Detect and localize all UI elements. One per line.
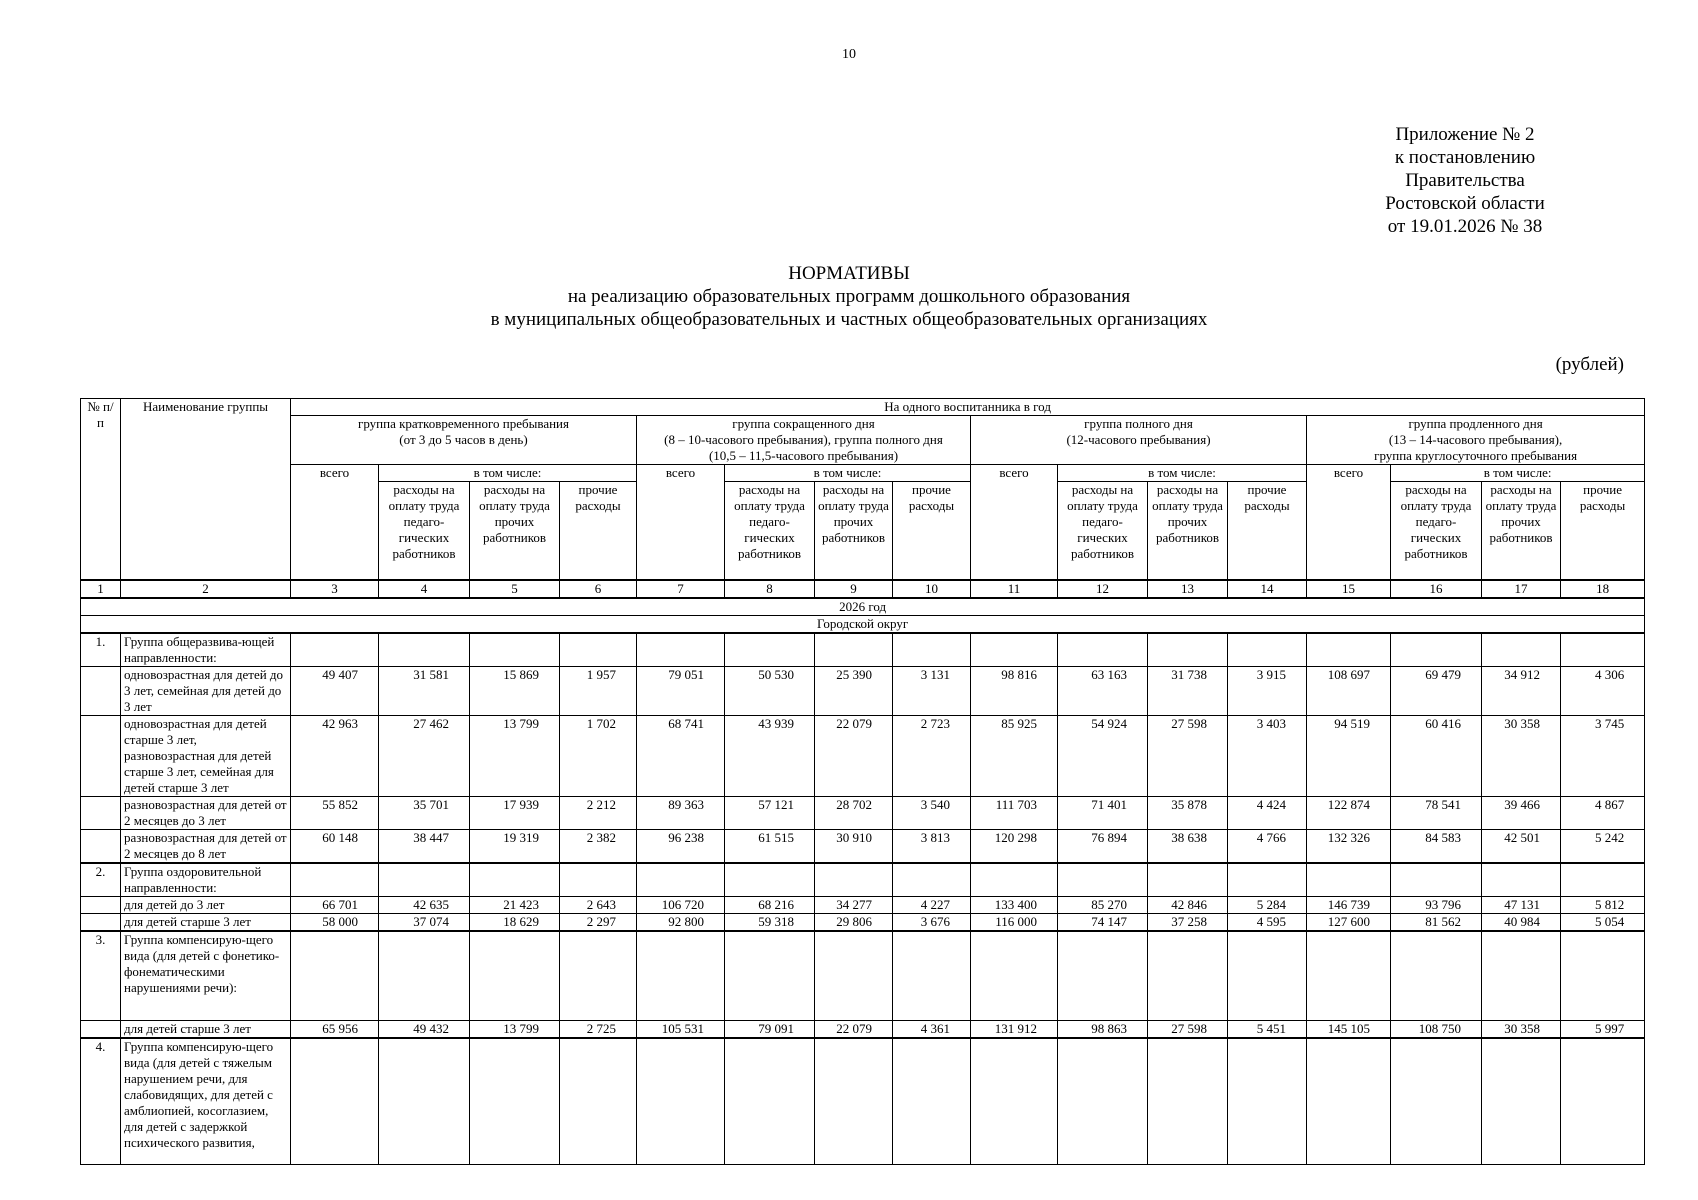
- page-number: 10: [842, 47, 856, 62]
- norms-table: [80, 398, 1645, 1165]
- column-number: 10: [893, 580, 971, 598]
- column-number: 12: [1058, 580, 1148, 598]
- value-cell: [1391, 633, 1482, 667]
- value-cell: [725, 931, 815, 1021]
- value-cell: 37 258: [1148, 913, 1228, 931]
- title-line-1: на реализацию образовательных программ дошкольного образования: [567, 286, 1131, 307]
- header-total: всего: [971, 465, 1058, 580]
- value-cell: 49 432: [379, 1021, 470, 1039]
- group-name: разновозрастная для детей от 2 месяцев до 8 лет: [121, 829, 291, 863]
- value-cell: 66 701: [291, 896, 379, 913]
- value-cell: [1307, 633, 1391, 667]
- value-cell: 85 270: [1058, 896, 1148, 913]
- value-cell: 55 852: [291, 796, 379, 829]
- value-cell: [1391, 863, 1482, 897]
- table-row: [81, 863, 1645, 897]
- column-number: 18: [1561, 580, 1645, 598]
- row-number: [81, 913, 121, 931]
- value-cell: 2 643: [560, 896, 637, 913]
- value-cell: 40 984: [1482, 913, 1561, 931]
- value-cell: 69 479: [1391, 666, 1482, 715]
- value-cell: [1148, 1038, 1228, 1164]
- value-cell: 5 812: [1561, 896, 1645, 913]
- value-cell: 98 863: [1058, 1021, 1148, 1039]
- row-number: [81, 829, 121, 863]
- value-cell: 4 227: [893, 896, 971, 913]
- column-number: 7: [637, 580, 725, 598]
- value-cell: 2 297: [560, 913, 637, 931]
- value-cell: [379, 633, 470, 667]
- value-cell: 65 956: [291, 1021, 379, 1039]
- value-cell: 108 750: [1391, 1021, 1482, 1039]
- value-cell: 31 738: [1148, 666, 1228, 715]
- group-name: для детей старше 3 лет: [121, 1021, 291, 1039]
- row-number: [81, 896, 121, 913]
- group-name: Группа компенсирую-щего вида (для детей с тяжелым нарушением речи, для слабовидящих, для детей с амблиопией, косоглазием, для детей с задержкой психического развития,: [121, 1038, 291, 1164]
- value-cell: 84 583: [1391, 829, 1482, 863]
- column-number: 14: [1228, 580, 1307, 598]
- value-cell: 18 629: [470, 913, 560, 931]
- value-cell: 4 867: [1561, 796, 1645, 829]
- value-cell: 31 581: [379, 666, 470, 715]
- value-cell: 13 799: [470, 715, 560, 796]
- value-cell: [1148, 633, 1228, 667]
- value-cell: 133 400: [971, 896, 1058, 913]
- table-row: [81, 829, 1645, 863]
- value-cell: 15 869: [470, 666, 560, 715]
- value-cell: 60 416: [1391, 715, 1482, 796]
- value-cell: [1307, 863, 1391, 897]
- value-cell: 25 390: [815, 666, 893, 715]
- value-cell: [1391, 1038, 1482, 1164]
- header-total: всего: [637, 465, 725, 580]
- value-cell: [1482, 863, 1561, 897]
- appendix-block: [1360, 123, 1570, 238]
- value-cell: 21 423: [470, 896, 560, 913]
- value-cell: [1228, 1038, 1307, 1164]
- value-cell: [291, 1038, 379, 1164]
- value-cell: 5 451: [1228, 1021, 1307, 1039]
- value-cell: 42 635: [379, 896, 470, 913]
- value-cell: 42 963: [291, 715, 379, 796]
- header-group-shortened-day: группа сокращенного дня (8 – 10-часового пребывания), группа полного дня (10,5 – 11,5-часового пребывания): [637, 416, 971, 465]
- value-cell: 59 318: [725, 913, 815, 931]
- row-number: [81, 666, 121, 715]
- column-number: 9: [815, 580, 893, 598]
- value-cell: [1561, 1038, 1645, 1164]
- group-name: разновозрастная для детей от 2 месяцев до 3 лет: [121, 796, 291, 829]
- column-number: 6: [560, 580, 637, 598]
- value-cell: 81 562: [1391, 913, 1482, 931]
- header-including: в том числе:: [725, 465, 971, 482]
- value-cell: [815, 931, 893, 1021]
- title-main: НОРМАТИВЫ: [788, 263, 910, 284]
- header-num: № п/п: [81, 399, 121, 580]
- header-other-costs: прочие расходы: [1228, 482, 1307, 580]
- value-cell: 5 284: [1228, 896, 1307, 913]
- row-number: 2.: [81, 863, 121, 897]
- table-row: [81, 796, 1645, 829]
- header-ped-costs: расходы на оплату труда педаго-гических работников: [725, 482, 815, 580]
- value-cell: 68 216: [725, 896, 815, 913]
- value-cell: 3 915: [1228, 666, 1307, 715]
- value-cell: [815, 863, 893, 897]
- value-cell: [560, 1038, 637, 1164]
- value-cell: 111 703: [971, 796, 1058, 829]
- value-cell: 30 358: [1482, 715, 1561, 796]
- row-number: 1.: [81, 633, 121, 667]
- value-cell: [560, 931, 637, 1021]
- value-cell: [893, 633, 971, 667]
- table-row: [81, 666, 1645, 715]
- header-name: Наименование группы: [121, 399, 291, 580]
- header-other-staff-costs: расходы на оплату труда прочих работников: [815, 482, 893, 580]
- appendix-line: Приложение № 2: [1395, 124, 1535, 145]
- value-cell: 3 403: [1228, 715, 1307, 796]
- value-cell: [291, 633, 379, 667]
- value-cell: [291, 863, 379, 897]
- value-cell: 27 462: [379, 715, 470, 796]
- value-cell: [470, 863, 560, 897]
- value-cell: 38 447: [379, 829, 470, 863]
- value-cell: 30 910: [815, 829, 893, 863]
- value-cell: 85 925: [971, 715, 1058, 796]
- value-cell: [725, 863, 815, 897]
- row-number: [81, 1021, 121, 1039]
- column-numbers-row: [81, 580, 1645, 598]
- value-cell: 1 957: [560, 666, 637, 715]
- group-name: одновозрастная для детей до 3 лет, семейная для детей до 3 лет: [121, 666, 291, 715]
- value-cell: [725, 1038, 815, 1164]
- value-cell: [379, 931, 470, 1021]
- value-cell: [1148, 931, 1228, 1021]
- group-name: Группа общеразвива-ющей направленности:: [121, 633, 291, 667]
- header-other-staff-costs: расходы на оплату труда прочих работников: [1482, 482, 1561, 580]
- column-number: 8: [725, 580, 815, 598]
- value-cell: [637, 863, 725, 897]
- value-cell: 58 000: [291, 913, 379, 931]
- header-per-child: На одного воспитанника в год: [291, 399, 1645, 416]
- value-cell: 89 363: [637, 796, 725, 829]
- appendix-line: Ростовской области: [1385, 193, 1545, 214]
- value-cell: 93 796: [1391, 896, 1482, 913]
- value-cell: 43 939: [725, 715, 815, 796]
- value-cell: [1228, 931, 1307, 1021]
- appendix-line: к постановлению: [1394, 147, 1536, 168]
- group-name: для детей старше 3 лет: [121, 913, 291, 931]
- value-cell: 54 924: [1058, 715, 1148, 796]
- value-cell: 57 121: [725, 796, 815, 829]
- value-cell: 5 054: [1561, 913, 1645, 931]
- table-row: [81, 931, 1645, 1021]
- value-cell: 1 702: [560, 715, 637, 796]
- group-name: Группа компенсирую-щего вида (для детей с фонетико-фонематическими нарушениями речи):: [121, 931, 291, 1021]
- value-cell: [1561, 931, 1645, 1021]
- value-cell: [1058, 633, 1148, 667]
- value-cell: 132 326: [1307, 829, 1391, 863]
- column-number: 15: [1307, 580, 1391, 598]
- value-cell: 131 912: [971, 1021, 1058, 1039]
- value-cell: [470, 633, 560, 667]
- value-cell: 79 051: [637, 666, 725, 715]
- table-row: [81, 715, 1645, 796]
- table-row: [81, 1021, 1645, 1039]
- value-cell: 17 939: [470, 796, 560, 829]
- value-cell: [637, 1038, 725, 1164]
- value-cell: [560, 863, 637, 897]
- value-cell: [1561, 633, 1645, 667]
- value-cell: 68 741: [637, 715, 725, 796]
- header-other-costs: прочие расходы: [560, 482, 637, 580]
- value-cell: [560, 633, 637, 667]
- value-cell: [893, 931, 971, 1021]
- value-cell: [1482, 633, 1561, 667]
- value-cell: [1391, 931, 1482, 1021]
- value-cell: [379, 863, 470, 897]
- value-cell: 5 242: [1561, 829, 1645, 863]
- value-cell: 3 540: [893, 796, 971, 829]
- value-cell: 78 541: [1391, 796, 1482, 829]
- value-cell: 29 806: [815, 913, 893, 931]
- value-cell: [725, 633, 815, 667]
- value-cell: 108 697: [1307, 666, 1391, 715]
- value-cell: 47 131: [1482, 896, 1561, 913]
- value-cell: 22 079: [815, 715, 893, 796]
- value-cell: 116 000: [971, 913, 1058, 931]
- value-cell: [470, 931, 560, 1021]
- value-cell: 49 407: [291, 666, 379, 715]
- value-cell: 13 799: [470, 1021, 560, 1039]
- group-name: одновозрастная для детей старше 3 лет, разновозрастная для детей старше 3 лет, семейная для детей старше 3 лет: [121, 715, 291, 796]
- value-cell: 4 361: [893, 1021, 971, 1039]
- value-cell: 127 600: [1307, 913, 1391, 931]
- value-cell: 35 701: [379, 796, 470, 829]
- value-cell: [971, 863, 1058, 897]
- value-cell: 39 466: [1482, 796, 1561, 829]
- value-cell: 19 319: [470, 829, 560, 863]
- value-cell: 22 079: [815, 1021, 893, 1039]
- value-cell: 2 382: [560, 829, 637, 863]
- value-cell: 34 277: [815, 896, 893, 913]
- value-cell: 71 401: [1058, 796, 1148, 829]
- value-cell: [971, 1038, 1058, 1164]
- value-cell: 63 163: [1058, 666, 1148, 715]
- value-cell: [815, 633, 893, 667]
- value-cell: 96 238: [637, 829, 725, 863]
- value-cell: 98 816: [971, 666, 1058, 715]
- value-cell: [1482, 1038, 1561, 1164]
- value-cell: 4 766: [1228, 829, 1307, 863]
- row-number: [81, 715, 121, 796]
- appendix-line: Правительства: [1405, 170, 1525, 191]
- header-including: в том числе:: [1058, 465, 1307, 482]
- value-cell: 37 074: [379, 913, 470, 931]
- table-row: [81, 633, 1645, 667]
- value-cell: 145 105: [1307, 1021, 1391, 1039]
- header-ped-costs: расходы на оплату труда педаго-гических работников: [1391, 482, 1482, 580]
- value-cell: 42 501: [1482, 829, 1561, 863]
- group-name: Группа оздоровительной направленности:: [121, 863, 291, 897]
- value-cell: 4 595: [1228, 913, 1307, 931]
- column-number: 17: [1482, 580, 1561, 598]
- value-cell: 60 148: [291, 829, 379, 863]
- value-cell: 2 723: [893, 715, 971, 796]
- header-total: всего: [1307, 465, 1391, 580]
- value-cell: [1228, 863, 1307, 897]
- units-label: (рублей): [1555, 354, 1624, 375]
- column-number: 16: [1391, 580, 1482, 598]
- row-number: 3.: [81, 931, 121, 1021]
- document-title: [0, 262, 1698, 331]
- value-cell: 38 638: [1148, 829, 1228, 863]
- value-cell: [1058, 1038, 1148, 1164]
- header-group-short-stay: группа кратковременного пребывания (от 3 до 5 часов в день): [291, 416, 637, 465]
- value-cell: 27 598: [1148, 1021, 1228, 1039]
- value-cell: 3 813: [893, 829, 971, 863]
- value-cell: 5 997: [1561, 1021, 1645, 1039]
- value-cell: 3 131: [893, 666, 971, 715]
- header-group-extended-day: группа продленного дня (13 – 14-часового пребывания), группа круглосуточного пребывания: [1307, 416, 1645, 465]
- column-number: 3: [291, 580, 379, 598]
- value-cell: [379, 1038, 470, 1164]
- value-cell: [1228, 633, 1307, 667]
- column-number: 5: [470, 580, 560, 598]
- value-cell: [1561, 863, 1645, 897]
- value-cell: 79 091: [725, 1021, 815, 1039]
- value-cell: 34 912: [1482, 666, 1561, 715]
- value-cell: 4 424: [1228, 796, 1307, 829]
- value-cell: [291, 931, 379, 1021]
- value-cell: [1482, 931, 1561, 1021]
- row-number: 4.: [81, 1038, 121, 1164]
- value-cell: 120 298: [971, 829, 1058, 863]
- header-other-costs: прочие расходы: [1561, 482, 1645, 580]
- value-cell: 61 515: [725, 829, 815, 863]
- value-cell: [1307, 1038, 1391, 1164]
- value-cell: [815, 1038, 893, 1164]
- header-including: в том числе:: [1391, 465, 1645, 482]
- value-cell: [470, 1038, 560, 1164]
- value-cell: 122 874: [1307, 796, 1391, 829]
- value-cell: 35 878: [1148, 796, 1228, 829]
- value-cell: [1058, 863, 1148, 897]
- column-number: 4: [379, 580, 470, 598]
- header-other-staff-costs: расходы на оплату труда прочих работников: [470, 482, 560, 580]
- value-cell: [637, 931, 725, 1021]
- header-other-staff-costs: расходы на оплату труда прочих работников: [1148, 482, 1228, 580]
- value-cell: [1058, 931, 1148, 1021]
- header-ped-costs: расходы на оплату труда педаго-гических работников: [1058, 482, 1148, 580]
- appendix-line: от 19.01.2026 № 38: [1387, 216, 1543, 237]
- column-number: 11: [971, 580, 1058, 598]
- header-other-costs: прочие расходы: [893, 482, 971, 580]
- year-row: 2026 год: [81, 598, 1645, 616]
- header-total: всего: [291, 465, 379, 580]
- value-cell: 4 306: [1561, 666, 1645, 715]
- value-cell: [893, 1038, 971, 1164]
- region-row: Городской округ: [81, 615, 1645, 633]
- value-cell: [1307, 931, 1391, 1021]
- value-cell: 76 894: [1058, 829, 1148, 863]
- value-cell: 28 702: [815, 796, 893, 829]
- header-ped-costs: расходы на оплату труда педаго-гических работников: [379, 482, 470, 580]
- value-cell: 50 530: [725, 666, 815, 715]
- value-cell: [971, 633, 1058, 667]
- table-row: [81, 896, 1645, 913]
- value-cell: 2 212: [560, 796, 637, 829]
- header-including: в том числе:: [379, 465, 637, 482]
- value-cell: 74 147: [1058, 913, 1148, 931]
- column-number: 13: [1148, 580, 1228, 598]
- value-cell: 146 739: [1307, 896, 1391, 913]
- value-cell: 92 800: [637, 913, 725, 931]
- value-cell: [893, 863, 971, 897]
- header-group-full-day: группа полного дня (12-часового пребывания): [971, 416, 1307, 465]
- value-cell: 3 745: [1561, 715, 1645, 796]
- value-cell: 2 725: [560, 1021, 637, 1039]
- table-row: [81, 1038, 1645, 1164]
- value-cell: 3 676: [893, 913, 971, 931]
- value-cell: 42 846: [1148, 896, 1228, 913]
- value-cell: 94 519: [1307, 715, 1391, 796]
- group-name: для детей до 3 лет: [121, 896, 291, 913]
- value-cell: 105 531: [637, 1021, 725, 1039]
- column-number: 2: [121, 580, 291, 598]
- table-row: [81, 913, 1645, 931]
- value-cell: [1148, 863, 1228, 897]
- value-cell: 106 720: [637, 896, 725, 913]
- value-cell: 30 358: [1482, 1021, 1561, 1039]
- value-cell: [971, 931, 1058, 1021]
- column-number: 1: [81, 580, 121, 598]
- row-number: [81, 796, 121, 829]
- value-cell: [637, 633, 725, 667]
- title-line-2: в муниципальных общеобразовательных и частных общеобразовательных организациях: [490, 309, 1208, 330]
- value-cell: 27 598: [1148, 715, 1228, 796]
